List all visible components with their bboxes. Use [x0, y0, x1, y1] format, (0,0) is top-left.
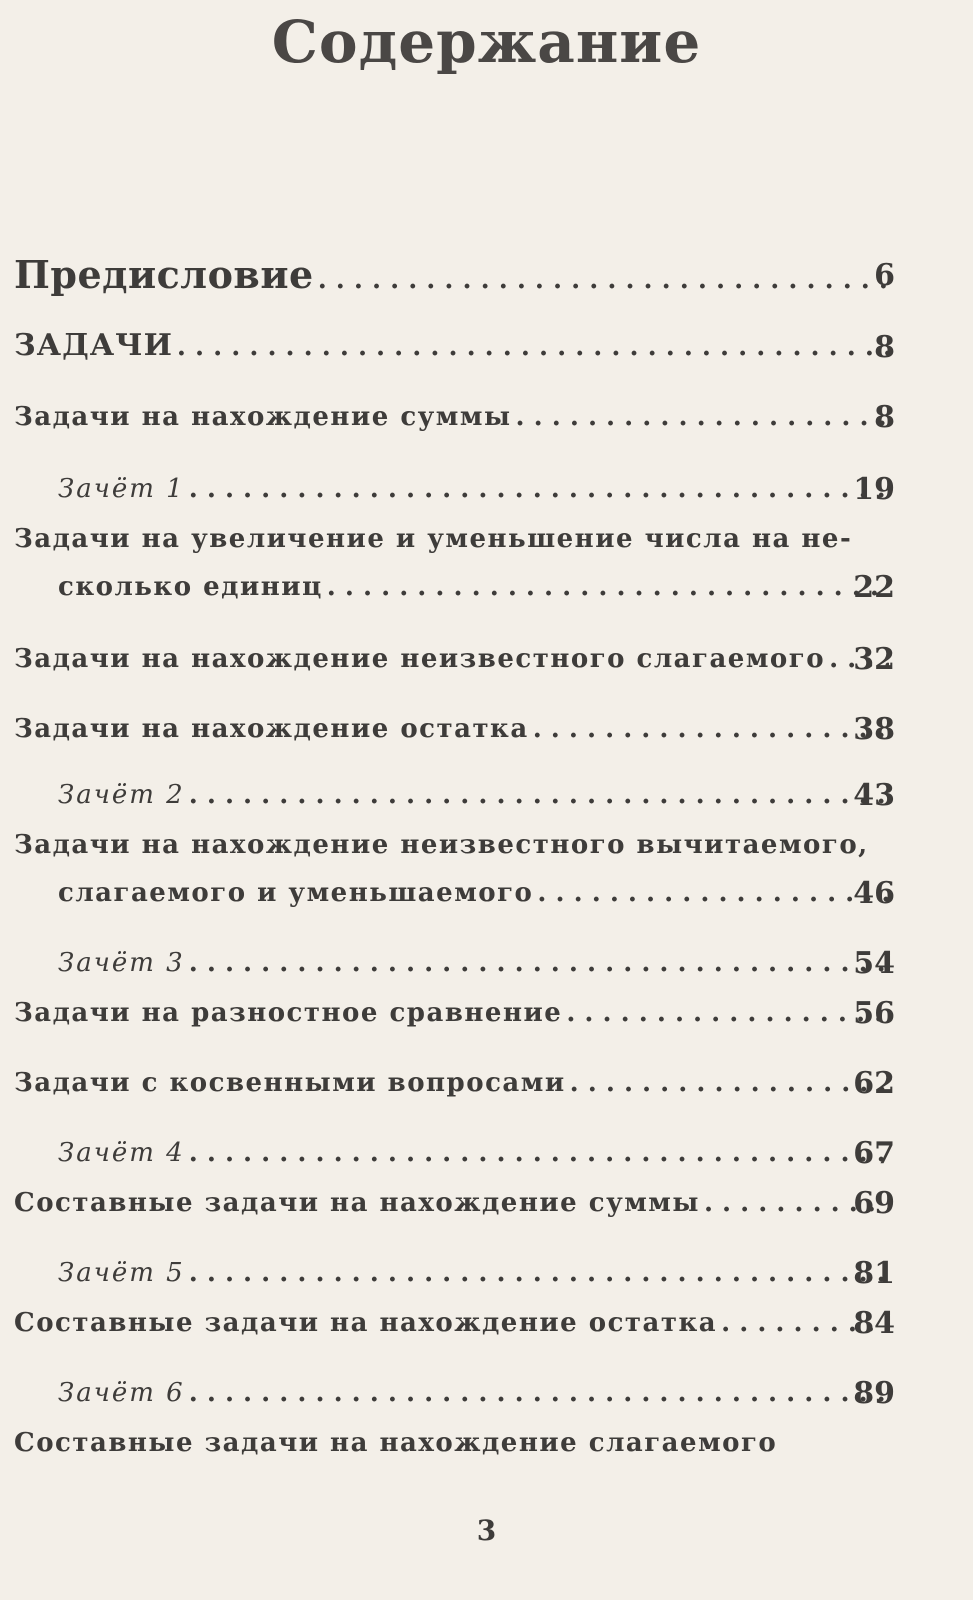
leader-dots [189, 474, 889, 504]
toc-entry-test [58, 1258, 893, 1288]
toc-entry-label: Задачи на нахождение неизвестного слагаемого [14, 644, 826, 674]
leader-dots [189, 780, 889, 810]
toc-entry-test [58, 1138, 893, 1168]
toc-entry [14, 714, 893, 744]
toc-entry-page: 43 [853, 778, 895, 813]
toc-entry-label: Задачи на нахождение суммы [14, 402, 512, 432]
toc-entry-label: Составные задачи на нахождение остатка [14, 1308, 718, 1338]
toc-entry [14, 402, 893, 432]
toc-entry-label: ЗАДАЧИ [14, 328, 173, 363]
toc-entry-page: 46 [853, 876, 895, 911]
leader-dots [177, 332, 889, 362]
toc-entry-page: 69 [853, 1186, 895, 1221]
toc-entry-page: 67 [853, 1136, 895, 1171]
toc-entry-preface [14, 252, 893, 297]
leader-dots [537, 878, 889, 908]
toc-entry-page: 89 [853, 1376, 895, 1411]
leader-dots [189, 1138, 889, 1168]
toc-entry-label: Задачи с косвенными вопросами [14, 1068, 566, 1098]
toc-entry-page: 19 [853, 472, 895, 507]
toc-entry-page: 8 [874, 330, 895, 365]
page-title: Содержание [271, 8, 702, 76]
toc-entry-page: 56 [853, 996, 895, 1031]
toc-entry-page: 8 [874, 400, 895, 435]
toc-entry-page: 81 [853, 1256, 895, 1291]
toc-entry-label: Задачи на разностное сравнение [14, 998, 563, 1028]
leader-dots [533, 714, 889, 744]
toc-entry [58, 572, 893, 602]
toc-entry-test [58, 948, 893, 978]
toc-entry-label: Зачёт 5 [58, 1258, 185, 1288]
toc-entry-page: 32 [853, 642, 895, 677]
leader-dots [327, 572, 889, 602]
toc-entry [58, 878, 893, 908]
toc-entry-label: Задачи на нахождение остатка [14, 714, 529, 744]
toc-entry-page: 62 [853, 1066, 895, 1101]
toc-entry-test [58, 780, 893, 810]
toc-entry-test [58, 474, 893, 504]
leader-dots [566, 998, 889, 1028]
leader-dots [189, 948, 889, 978]
toc-entry-label: слагаемого и уменьшаемого [58, 878, 534, 908]
leader-dots [318, 265, 889, 295]
toc-entry-page: 54 [853, 946, 895, 981]
toc-entry-page: 84 [853, 1306, 895, 1341]
toc-entry-label: Предисловие [14, 252, 314, 297]
toc-entry-label-line1: Задачи на увеличение и уменьшение числа на не- [14, 524, 853, 554]
leader-dots [570, 1068, 889, 1098]
leader-dots [516, 402, 889, 432]
toc-entry-page: 38 [853, 712, 895, 747]
toc-entry-label: сколько единиц [58, 572, 323, 602]
toc-entry [14, 1188, 893, 1218]
leader-dots [189, 1378, 889, 1408]
page-number: 3 [476, 1514, 497, 1547]
toc-entry-label: Зачёт 3 [58, 948, 185, 978]
toc-entry-section [14, 328, 893, 363]
toc-entry-test [58, 1378, 893, 1408]
leader-dots [189, 1258, 889, 1288]
toc-entry-page: 6 [874, 258, 895, 293]
toc-entry [14, 998, 893, 1028]
toc-entry [14, 644, 893, 674]
toc-entry-label: Зачёт 2 [58, 780, 185, 810]
toc-entry-label: Зачёт 6 [58, 1378, 185, 1408]
toc-entry-page: 22 [853, 570, 895, 605]
toc-entry-label: Составные задачи на нахождение слагаемого [14, 1428, 778, 1458]
toc-entry-label: Зачёт 4 [58, 1138, 185, 1168]
toc-entry-label: Зачёт 1 [58, 474, 185, 504]
toc-entry [14, 1068, 893, 1098]
toc-entry [14, 1308, 893, 1338]
toc-entry-label: Составные задачи на нахождение суммы [14, 1188, 700, 1218]
toc-entry-label-line1: Задачи на нахождение неизвестного вычитаемого, [14, 830, 869, 860]
